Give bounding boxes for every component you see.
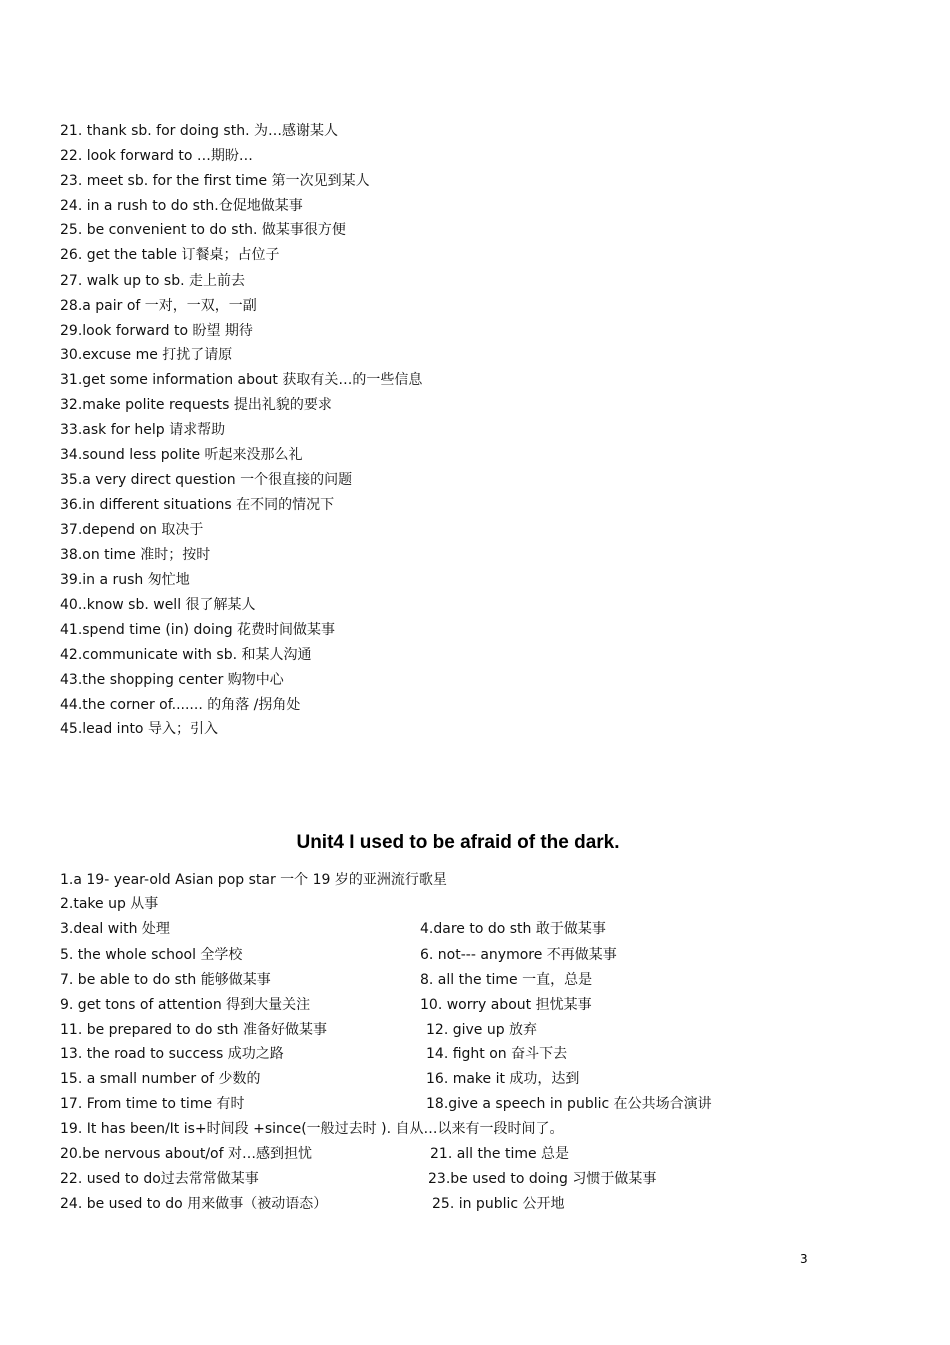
list-item: 10. worry about 担忧某事 (420, 997, 592, 1013)
list-item: 14. fight on 奋斗下去 (426, 1046, 568, 1062)
list-item: 11. be prepared to do sth 准备好做某事 (60, 1022, 327, 1038)
list-item: 22. used to do过去常常做某事 (60, 1171, 259, 1187)
list-item: 13. the road to success 成功之路 (60, 1046, 284, 1062)
list-item: 29.look forward to 盼望 期待 (60, 323, 253, 339)
list-item: 5. the whole school 全学校 (60, 947, 243, 963)
list-item: 12. give up 放弃 (426, 1022, 538, 1038)
list-item: 16. make it 成功，达到 (426, 1071, 580, 1087)
list-item: 25. be convenient to do sth. 做某事很方便 (60, 222, 346, 238)
list-item: 43.the shopping center 购物中心 (60, 672, 284, 688)
list-item: 25. in public 公开地 (432, 1196, 565, 1212)
list-item: 15. a small number of 少数的 (60, 1071, 261, 1087)
list-item: 28.a pair of 一对，一双，一副 (60, 298, 257, 314)
list-item: 1.a 19- year-old Asian pop star 一个 19 岁的亚洲流行歌星 (60, 872, 447, 888)
list-item: 38.on time 准时；按时 (60, 547, 211, 563)
list-item: 21. all the time 总是 (430, 1146, 570, 1162)
list-item: 36.in different situations 在不同的情况下 (60, 497, 335, 513)
list-item: 45.lead into 导入；引入 (60, 721, 218, 737)
list-item: 44.the corner of....... 的角落 /拐角处 (60, 697, 301, 713)
list-item: 23.be used to doing 习惯于做某事 (428, 1171, 657, 1187)
unit4-title: Unit4 I used to be afraid of the dark. (296, 832, 620, 853)
list-item: 34.sound less polite 听起来没那么礼 (60, 447, 303, 463)
list-item: 40..know sb. well 很了解某人 (60, 597, 256, 613)
list-item: 22. look forward to …期盼… (60, 148, 253, 164)
list-item: 6. not--- anymore 不再做某事 (420, 947, 617, 963)
list-item: 18.give a speech in public 在公共场合演讲 (426, 1096, 712, 1112)
list-item: 23. meet sb. for the first time 第一次见到某人 (60, 173, 370, 189)
list-item: 24. in a rush to do sth.仓促地做某事 (60, 198, 303, 214)
list-item: 33.ask for help 请求帮助 (60, 422, 226, 438)
list-item: 2.take up 从事 (60, 896, 159, 912)
page-number: 3 (800, 1252, 808, 1266)
list-item: 8. all the time 一直，总是 (420, 972, 593, 988)
list-item: 17. From time to time 有时 (60, 1096, 245, 1112)
list-item: 7. be able to do sth 能够做某事 (60, 972, 271, 988)
list-item: 31.get some information about 获取有关…的一些信息 (60, 372, 423, 388)
list-item: 4.dare to do sth 敢于做某事 (420, 921, 606, 937)
list-item: 37.depend on 取决于 (60, 522, 204, 538)
list-item: 3.deal with 处理 (60, 921, 170, 937)
list-item: 9. get tons of attention 得到大量关注 (60, 997, 311, 1013)
list-item: 26. get the table 订餐桌；占位子 (60, 247, 280, 263)
list-item: 32.make polite requests 提出礼貌的要求 (60, 397, 332, 413)
list-item: 24. be used to do 用来做事（被动语态） (60, 1196, 328, 1212)
list-item: 42.communicate with sb. 和某人沟通 (60, 647, 312, 663)
list-item: 39.in a rush 匆忙地 (60, 572, 190, 588)
list-item: 19. It has been/It is+时间段 +since(一般过去时 ). 自从…以来有一段时间了。 (60, 1121, 564, 1137)
list-item: 35.a very direct question 一个很直接的问题 (60, 472, 353, 488)
list-item: 30.excuse me 打扰了请原 (60, 347, 233, 363)
list-item: 41.spend time (in) doing 花费时间做某事 (60, 622, 336, 638)
list-item: 20.be nervous about/of 对…感到担忧 (60, 1146, 312, 1162)
list-item: 21. thank sb. for doing sth. 为…感谢某人 (60, 123, 338, 139)
list-item: 27. walk up to sb. 走上前去 (60, 273, 245, 289)
